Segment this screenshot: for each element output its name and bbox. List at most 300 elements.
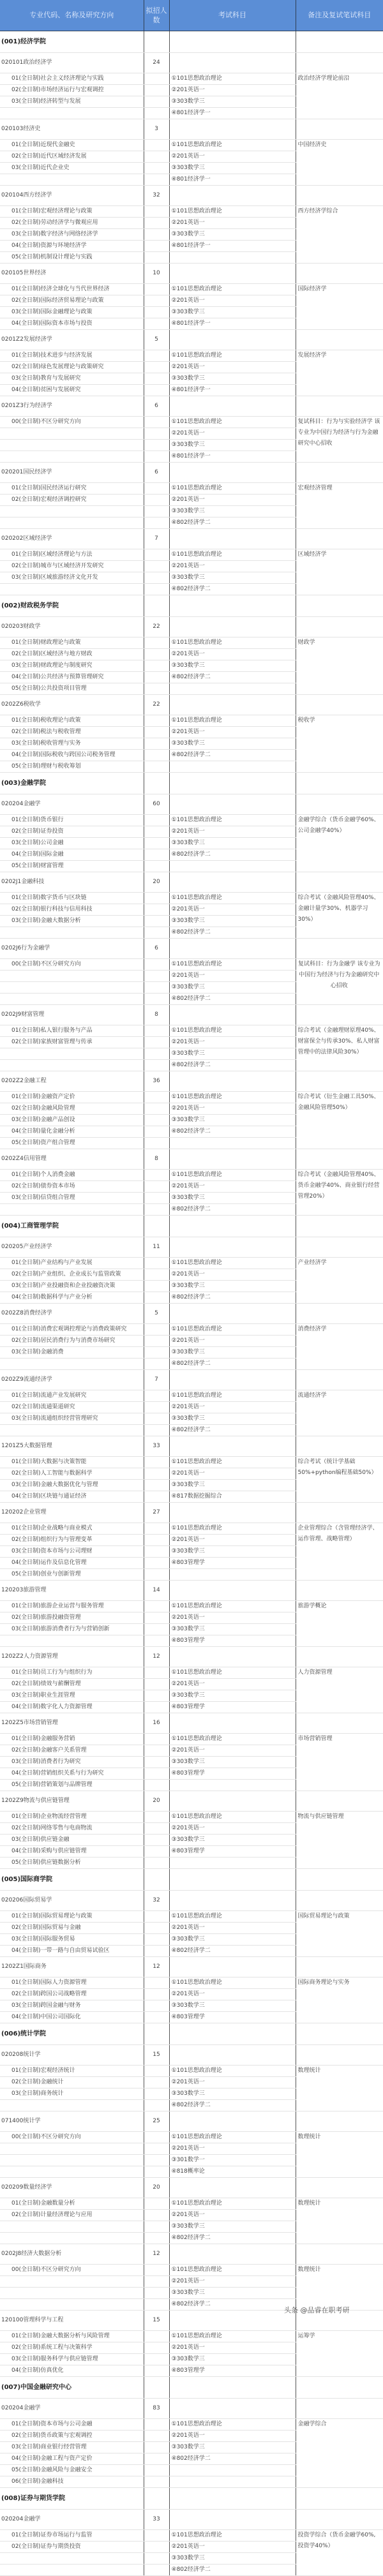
research-direction: 01(全日制)区域经济理论与方法 <box>0 549 144 560</box>
research-direction: 02(全日制)网络零售与电商物流 <box>0 1822 144 1834</box>
research-direction: 02(全日制)城市与区域经济开发研究 <box>0 560 144 572</box>
major-row <box>0 794 383 814</box>
research-direction: 04(全日制)贫困与发展研究 <box>0 384 144 396</box>
empty-cell <box>169 1303 296 1323</box>
research-direction: 02(全日制)证券投资 <box>0 826 144 837</box>
major-name: 120203旅游管理 <box>0 1580 144 1600</box>
exam-subject: ③303数学三 <box>169 837 296 849</box>
empty-cell <box>169 119 296 139</box>
empty-cell <box>296 119 383 139</box>
exam-subject: ①101思想政治理论 <box>169 1600 296 1612</box>
research-direction: 03(全日制)金融大数据优化与管理 <box>0 1479 144 1491</box>
exam-subject: ①101思想政治理论 <box>169 637 296 648</box>
exam-subject: ④802经济学二 <box>169 1358 296 1369</box>
research-direction <box>0 2221 144 2232</box>
research-direction: 01(全日制)金融资产定价 <box>0 1091 144 1103</box>
empty-cell <box>144 826 169 837</box>
exam-subject: ②201英语一 <box>169 295 296 306</box>
direction-row <box>0 715 383 726</box>
major-quota: 10 <box>144 263 169 283</box>
major-quota: 20 <box>144 1791 169 1811</box>
empty-cell <box>144 715 169 726</box>
empty-cell <box>169 1580 296 1600</box>
major-quota: 32 <box>144 1890 169 1910</box>
research-direction: 03(全日制)服务科学与供应链管理 <box>0 2353 144 2365</box>
research-direction: 03(全日制)产业投融资和企业投融资决策 <box>0 1280 144 1292</box>
empty-cell <box>144 73 169 84</box>
major-quota: 33 <box>144 2509 169 2529</box>
exam-subject: ④802经济学二 <box>169 1059 296 1071</box>
notes-retest-subject: 数理统计 <box>296 2198 383 2244</box>
empty-cell <box>296 528 383 549</box>
empty-cell <box>144 1048 169 1059</box>
research-direction: 03(全日制)经济转型与发展 <box>0 96 144 107</box>
research-direction: 05(全日制)资产组合管理 <box>0 1137 144 1149</box>
research-direction: 04(全日制)一带一路与自由贸易试验区 <box>0 1945 144 1956</box>
research-direction <box>0 428 144 439</box>
research-direction: 02(全日制)绿色发展理论与政策研究 <box>0 361 144 373</box>
major-quota: 22 <box>144 694 169 715</box>
empty-cell <box>169 329 296 350</box>
empty-cell <box>144 151 169 162</box>
empty-cell <box>144 2418 169 2430</box>
empty-cell <box>144 2487 169 2509</box>
major-name: 120100管理科学与工程 <box>0 2310 144 2330</box>
major-name: 020204金融学 <box>0 794 144 814</box>
empty-cell <box>144 1025 169 1036</box>
empty-cell <box>296 1149 383 1169</box>
direction-row <box>0 2065 383 2076</box>
empty-cell <box>144 482 169 494</box>
direction-row <box>0 1910 383 1922</box>
empty-cell <box>296 772 383 794</box>
direction-row <box>0 1977 383 1988</box>
exam-subject: ③303数学三 <box>169 228 296 240</box>
research-direction <box>0 993 144 1004</box>
empty-cell <box>144 361 169 373</box>
exam-subject: ②201英语一 <box>169 1822 296 1834</box>
research-direction: 01(全日制)金融大数据分析与风险管理 <box>0 2330 144 2342</box>
direction-row <box>0 205 383 217</box>
exam-subject: ①101思想政治理论 <box>169 1390 296 1401</box>
major-quota: 6 <box>144 462 169 482</box>
empty-cell <box>169 794 296 814</box>
empty-cell <box>144 2232 169 2244</box>
research-direction: 01(全日制)旅游企业运营与服务管理 <box>0 1600 144 1612</box>
notes-retest-subject: 消费经济学 <box>296 1323 383 1369</box>
empty-cell <box>169 396 296 416</box>
research-direction: 01(全日制)货币银行 <box>0 814 144 826</box>
empty-cell <box>296 329 383 350</box>
exam-subject: ④803管理学 <box>169 2011 296 2023</box>
empty-cell <box>144 2143 169 2154</box>
notes-retest-subject: 综合考试（衍生金融工具50%、金融风险管理50%） <box>296 1091 383 1149</box>
research-direction: 04(全日制)金融工程与资产定价 <box>0 2453 144 2464</box>
empty-cell <box>144 384 169 396</box>
empty-cell <box>169 1369 296 1390</box>
exam-subject: ①101思想政治理论 <box>169 350 296 361</box>
exam-subject: ①101思想政治理论 <box>169 73 296 84</box>
research-direction <box>0 2564 144 2575</box>
empty-cell <box>144 2287 169 2298</box>
exam-subject: ③301数学一 <box>169 2154 296 2166</box>
header-quota: 拟招人数 <box>144 0 169 31</box>
major-name: 1202Z5市场营销管理 <box>0 1713 144 1733</box>
exam-subject: ①101思想政治理论 <box>169 1523 296 1534</box>
empty-cell <box>144 1323 169 1335</box>
major-quota: 36 <box>144 1071 169 1091</box>
research-direction: 04(全日制)国际资本市场与投资 <box>0 318 144 329</box>
empty-cell <box>144 1479 169 1491</box>
empty-cell <box>144 1456 169 1468</box>
research-direction: 03(全日制)金融产品创设 <box>0 1114 144 1126</box>
major-name: 020201国民经济学 <box>0 462 144 482</box>
research-direction: 00(全日制)不区分研究方向 <box>0 958 144 970</box>
exam-subject: ④801经济学一 <box>169 107 296 119</box>
exam-subject: ②201英语一 <box>169 904 296 915</box>
empty-cell <box>296 1713 383 1733</box>
major-name: 0202Z8消费经济学 <box>0 1303 144 1323</box>
direction-row <box>0 1323 383 1335</box>
exam-subject: ②201英语一 <box>169 2076 296 2088</box>
empty-cell <box>144 915 169 927</box>
school-name: (005)国际商学院 <box>0 1868 144 1890</box>
research-direction: 03(全日制)区域旅游经济文化开发 <box>0 572 144 583</box>
research-direction: 03(全日制)国际服务贸易 <box>0 1933 144 1945</box>
major-quota: 12 <box>144 1646 169 1667</box>
major-name: 071400统计学 <box>0 2111 144 2131</box>
exam-subject: ④801经济学一 <box>169 174 296 185</box>
research-direction: 02(全日制)旅游投融资管理 <box>0 1612 144 1623</box>
exam-subject: ③303数学三 <box>169 2088 296 2099</box>
notes-retest-subject: 金融学综合（货币金融学60%、公司金融学40%） <box>296 814 383 872</box>
research-direction: 04(全日制)国际金融 <box>0 849 144 860</box>
major-row <box>0 263 383 283</box>
empty-cell <box>296 2044 383 2065</box>
notes-retest-subject: 市场营销管理 <box>296 1733 383 1791</box>
empty-cell <box>144 217 169 228</box>
exam-subject: ③303数学三 <box>169 1280 296 1292</box>
research-direction: 03(全日制)旅游消费者行为与营销创新 <box>0 1623 144 1635</box>
research-direction: 02(全日制)系统工程与决策科学 <box>0 2342 144 2353</box>
notes-retest-subject: 区域经济学 <box>296 549 383 595</box>
exam-subject: ④801经济学一 <box>169 240 296 251</box>
empty-cell <box>144 505 169 517</box>
exam-subject <box>169 1568 296 1580</box>
research-direction: 02(全日制)税法与税收管理 <box>0 726 144 738</box>
empty-cell <box>144 1468 169 1479</box>
research-direction <box>0 981 144 993</box>
empty-cell <box>144 1811 169 1822</box>
empty-cell <box>296 872 383 892</box>
major-name: 0202J6行为金融学 <box>0 938 144 958</box>
exam-subject: ②201英语一 <box>169 1922 296 1933</box>
empty-cell <box>169 1791 296 1811</box>
empty-cell <box>144 318 169 329</box>
empty-cell <box>144 1534 169 1545</box>
empty-cell <box>144 1822 169 1834</box>
empty-cell <box>144 350 169 361</box>
exam-subject: ①101思想政治理论 <box>169 1910 296 1922</box>
table-header-row <box>0 0 383 31</box>
header-major: 专业代码、名称及研究方向 <box>0 0 144 31</box>
research-direction: 02(全日制)产业组织、企业成长与监管政策 <box>0 1269 144 1280</box>
research-direction <box>0 1203 144 1215</box>
empty-cell <box>144 2000 169 2011</box>
empty-cell <box>144 174 169 185</box>
research-direction: 02(全日制)劳动经济学与微观应用 <box>0 217 144 228</box>
major-row <box>0 1303 383 1323</box>
exam-subject: ④802经济学二 <box>169 1424 296 1436</box>
notes-retest-subject: 复试科目：行为与实验经济学 该专业为中国行为经济与行为金融研究中心招收 <box>296 416 383 462</box>
exam-subject: ④803管理学 <box>169 1635 296 1646</box>
exam-subject: ①101思想政治理论 <box>169 549 296 560</box>
major-row <box>0 119 383 139</box>
research-direction <box>0 2552 144 2564</box>
exam-subject: ④817数据挖掘综合 <box>169 1491 296 1502</box>
research-direction: 00(全日制)不区分研究方向 <box>0 2131 144 2143</box>
major-row <box>0 872 383 892</box>
research-direction: 01(全日制)产业结构与产业发展 <box>0 1257 144 1269</box>
exam-subject: ①101思想政治理论 <box>169 1323 296 1335</box>
research-direction: 03(全日制)信贷组合管理 <box>0 1192 144 1203</box>
exam-subject: ④802经济学二 <box>169 2099 296 2111</box>
direction-row <box>0 1091 383 1103</box>
research-direction <box>0 505 144 517</box>
major-name: 0202J9财富管理 <box>0 1004 144 1025</box>
empty-cell <box>144 2298 169 2310</box>
empty-cell <box>144 1215 169 1237</box>
research-direction: 02(全日制)人工智能与数据科学 <box>0 1468 144 1479</box>
direction-row <box>0 1667 383 1678</box>
school-row <box>0 772 383 794</box>
major-name: 0201Z2发展经济学 <box>0 329 144 350</box>
exam-subject: ③303数学三 <box>169 981 296 993</box>
major-row <box>0 1791 383 1811</box>
exam-subject: ②201英语一 <box>169 1678 296 1690</box>
direction-row <box>0 482 383 494</box>
empty-cell <box>144 517 169 528</box>
exam-subject: ①101思想政治理论 <box>169 814 296 826</box>
research-direction: 03(全日制)财政理论与制度研究 <box>0 660 144 671</box>
major-row <box>0 1149 383 1169</box>
notes-retest-subject: 产业经济学 <box>296 1257 383 1303</box>
direction-row <box>0 637 383 648</box>
empty-cell <box>144 1401 169 1413</box>
empty-cell <box>144 572 169 583</box>
major-name: 0202J1金融科技 <box>0 872 144 892</box>
empty-cell <box>144 205 169 217</box>
empty-cell <box>144 2453 169 2464</box>
empty-cell <box>144 2275 169 2287</box>
empty-cell <box>169 185 296 205</box>
empty-cell <box>144 549 169 560</box>
empty-cell <box>144 648 169 660</box>
empty-cell <box>144 2541 169 2552</box>
exam-subject: ②201英语一 <box>169 1745 296 1756</box>
exam-subject: ①101思想政治理论 <box>169 2198 296 2209</box>
empty-cell <box>144 1103 169 1114</box>
empty-cell <box>144 1137 169 1149</box>
notes-retest-subject: 国际商务理论与实务 <box>296 1977 383 2023</box>
major-quota: 8 <box>144 1149 169 1169</box>
school-name: (001)经济学院 <box>0 31 144 52</box>
exam-subject: ③303数学三 <box>169 1834 296 1845</box>
empty-cell <box>144 1945 169 1956</box>
research-direction: 01(全日制)宏观经济统计 <box>0 2065 144 2076</box>
empty-cell <box>144 2076 169 2088</box>
exam-subject <box>169 1857 296 1868</box>
empty-cell <box>169 2023 296 2044</box>
exam-subject: ④801经济学一 <box>169 450 296 462</box>
major-name: 0202Z2金融工程 <box>0 1071 144 1091</box>
empty-cell <box>169 2111 296 2131</box>
exam-subject: ④802经济学二 <box>169 849 296 860</box>
research-direction: 02(全日制)金融统计 <box>0 2076 144 2088</box>
major-name: 020104西方经济学 <box>0 185 144 205</box>
direction-row <box>0 2198 383 2209</box>
watermark: 头条 @品睿在职考研 <box>284 2306 350 2314</box>
exam-subject <box>169 683 296 694</box>
exam-subject: ④802经济学二 <box>169 1945 296 1956</box>
research-direction: 02(全日制)债券资本市场 <box>0 1180 144 1192</box>
empty-cell <box>144 283 169 295</box>
exam-subject: ④802经济学二 <box>169 993 296 1004</box>
major-name: 020206国际贸易学 <box>0 1890 144 1910</box>
notes-retest-subject: 复试科目：行为金融学 该专业为中国行为经济与行为金融研究中心招收 <box>296 958 383 1004</box>
notes-retest-subject: 税收学 <box>296 715 383 772</box>
empty-cell <box>296 1237 383 1257</box>
exam-subject: ③303数学三 <box>169 2441 296 2453</box>
exam-subject: ①101思想政治理论 <box>169 1811 296 1822</box>
major-quota: 7 <box>144 528 169 549</box>
empty-cell <box>296 1956 383 1977</box>
empty-cell <box>169 31 296 52</box>
school-row <box>0 1215 383 1237</box>
school-row <box>0 2376 383 2398</box>
exam-subject: ③303数学三 <box>169 2000 296 2011</box>
empty-cell <box>169 1149 296 1169</box>
research-direction: 02(全日制)银行科技与信用科技 <box>0 904 144 915</box>
empty-cell <box>144 1257 169 1269</box>
research-direction: 01(全日制)消费宏观调控理论与消费政策研究 <box>0 1323 144 1335</box>
direction-row <box>0 2529 383 2541</box>
empty-cell <box>144 1335 169 1346</box>
table-body <box>0 31 383 2575</box>
research-direction: 02(全日制)证券与期货投资 <box>0 2541 144 2552</box>
empty-cell <box>296 794 383 814</box>
empty-cell <box>169 2398 296 2418</box>
empty-cell <box>144 1557 169 1568</box>
major-quota: 20 <box>144 872 169 892</box>
exam-subject: ②201英语一 <box>169 1612 296 1623</box>
research-direction: 03(全日制)资本市场与公司理财 <box>0 1545 144 1557</box>
empty-cell <box>296 2177 383 2198</box>
exam-subject: ④801经济学一 <box>169 384 296 396</box>
empty-cell <box>144 1413 169 1424</box>
research-direction: 04(全日制)采购与供应链管理 <box>0 1845 144 1857</box>
research-direction: 01(全日制)证券市场运行与监管 <box>0 2529 144 2541</box>
exam-subject: ③303数学三 <box>169 1933 296 1945</box>
research-direction <box>0 174 144 185</box>
major-row <box>0 1436 383 1456</box>
empty-cell <box>296 52 383 73</box>
empty-cell <box>144 96 169 107</box>
notes-retest-subject: 金融学综合 <box>296 2418 383 2487</box>
exam-subject: ②201英语一 <box>169 1534 296 1545</box>
research-direction: 04(全日制)中国公司国际化 <box>0 2011 144 2023</box>
exam-subject: ③303数学三 <box>169 306 296 318</box>
exam-subject: ②201英语一 <box>169 826 296 837</box>
major-quota: 11 <box>144 1237 169 1257</box>
empty-cell <box>144 892 169 904</box>
exam-subject: ②201英语一 <box>169 2275 296 2287</box>
empty-cell <box>169 1868 296 1890</box>
empty-cell <box>144 1988 169 2000</box>
major-quota: 32 <box>144 185 169 205</box>
empty-cell <box>144 2023 169 2044</box>
notes-retest-subject: 物流与供应链管理 <box>296 1811 383 1868</box>
major-quota: 12 <box>144 2244 169 2264</box>
empty-cell <box>144 228 169 240</box>
exam-subject: ②201英语一 <box>169 1335 296 1346</box>
research-direction: 02(全日制)区域经济与地方财政 <box>0 648 144 660</box>
major-quota: 8 <box>144 1004 169 1025</box>
empty-cell <box>169 2509 296 2529</box>
empty-cell <box>144 904 169 915</box>
direction-row <box>0 2264 383 2275</box>
notes-retest-subject: 企业管理综合（含管理经济学、运作管理、战略管理） <box>296 1523 383 1580</box>
major-quota: 7 <box>144 1369 169 1390</box>
empty-cell <box>144 1910 169 1922</box>
school-row <box>0 2487 383 2509</box>
direction-row <box>0 958 383 970</box>
exam-subject: ②201英语一 <box>169 1401 296 1413</box>
research-direction <box>0 1358 144 1369</box>
exam-subject: ②201英语一 <box>169 361 296 373</box>
empty-cell <box>169 2487 296 2509</box>
exam-subject: ③303数学三 <box>169 2221 296 2232</box>
research-direction: 04(全日制)运作及信息化管理 <box>0 1557 144 1568</box>
exam-subject: ④802经济学二 <box>169 517 296 528</box>
research-direction: 04(全日制)量化金融分析 <box>0 1126 144 1137</box>
major-quota: 5 <box>144 1303 169 1323</box>
direction-row <box>0 350 383 361</box>
empty-cell <box>144 1922 169 1933</box>
research-direction: 06(全日制)金融科技 <box>0 2476 144 2487</box>
empty-cell <box>144 683 169 694</box>
exam-subject: ③303数学三 <box>169 1623 296 1635</box>
exam-subject: ①101思想政治理论 <box>169 205 296 217</box>
notes-retest-subject: 中国经济史 <box>296 139 383 185</box>
research-direction: 01(全日制)资本市场与公司金融 <box>0 2418 144 2430</box>
major-row <box>0 616 383 637</box>
empty-cell <box>144 1933 169 1945</box>
notes-retest-subject: 综合考试（统计学基础50%+python编程基础50%） <box>296 1456 383 1502</box>
research-direction: 02(全日制)市场经济运行与宏观调控 <box>0 84 144 96</box>
research-direction <box>0 1424 144 1436</box>
empty-cell <box>144 1036 169 1048</box>
empty-cell <box>169 772 296 794</box>
research-direction: 01(全日制)社会主义经济理论与实践 <box>0 73 144 84</box>
empty-cell <box>144 1269 169 1280</box>
major-row <box>0 1713 383 1733</box>
major-name: 020209数量经济学 <box>0 2177 144 2198</box>
empty-cell <box>296 462 383 482</box>
research-direction <box>0 927 144 938</box>
empty-cell <box>169 263 296 283</box>
exam-subject: ②201英语一 <box>169 2143 296 2154</box>
